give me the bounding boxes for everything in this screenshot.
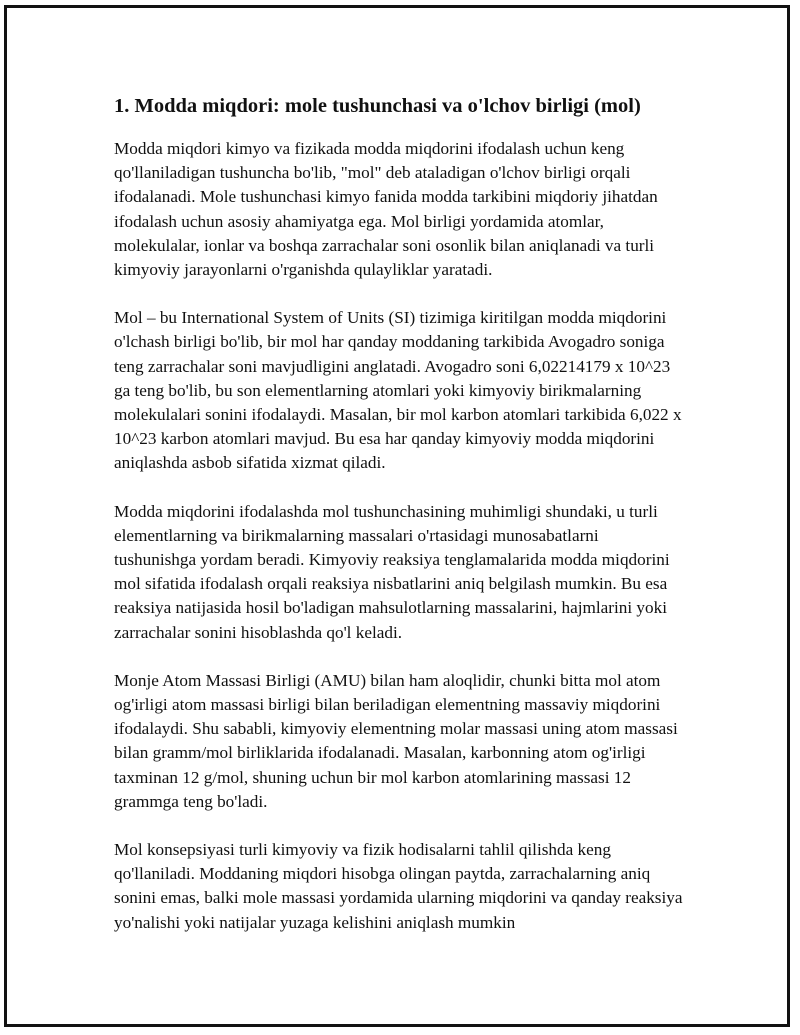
section-title: 1. Modda miqdori: mole tushunchasi va o'lchov birligi (mol) (114, 95, 641, 117)
paragraph-2: Mol – bu International System of Units (SI) tizimiga kiritilgan modda miqdorini o'lchash birligi bo'lib, bir mol har qanday moddaning tarkibida Avogadro soniga teng zarrachalar soni mavjudligini anglatadi. Avogadro soni 6,02214179 x 10^23 ga teng bo'lib, bu son elementlarning atomlari yoki kimyoviy birikmalarning molekulalari sonini ifodalaydi. Masalan, bir mol karbon atomlari tarkibida 6,022 x 10^23 karbon atomlari mavjud. Bu esa har qanday kimyoviy modda miqdorini aniqlashda asbob sifatida xizmat qiladi. (114, 308, 682, 473)
paragraph-1: Modda miqdori kimyo va fizikada modda miqdorini ifodalash uchun keng qo'llaniladigan tushuncha bo'lib, "mol" deb ataladigan o'lchov birligi orqali ifodalanadi. Mole tushunchasi kimyo fanida modda tarkibini miqdoriy jihatdan ifodalash uchun asosiy ahamiyatga ega. Mol birligi yordamida atomlar, molekulalar, ionlar va boshqa zarrachalar soni osonlik bilan aniqlanadi va turli kimyoviy jarayonlarni o'rganishda qulayliklar yaratadi. (114, 139, 658, 280)
paragraph-3: Modda miqdorini ifodalashda mol tushunchasining muhimligi shundaki, u turli elementlarning va birikmalarning massalari o'rtasidagi munosabatlarni tushunishga yordam beradi. Kimyoviy reaksiya tenglamalarida modda miqdorini mol sifatida ifodalash orqali reaksiya nisbatlarini aniq belgilash mumkin. Bu esa reaksiya natijasida hosil bo'ladigan mahsulotlarning massalarini, hajmlarini yoki zarrachalar sonini hisoblashda qo'l keladi. (114, 501, 670, 642)
paragraph-5: Mol konsepsiyasi turli kimyoviy va fizik hodisalarni tahlil qilishda keng qo'llaniladi. Moddaning miqdori hisobga olingan paytda, zarrachalarning aniq sonini emas, balki mole massasi yordamida ularning miqdorini va qanday reaksiya yo'nalishi yoki natijalar yuzaga kelishini aniqlash mumkin (114, 840, 683, 932)
paragraph-4: Monje Atom Massasi Birligi (AMU) bilan ham aloqlidir, chunki bitta mol atom og'irligi atom massasi birligi bilan beriladigan elementning massaviy miqdorini ifodalaydi. Shu sababli, kimyoviy elementning molar massasi uning atom massasi bilan gramm/mol birliklarida ifodalanadi. Masalan, karbonning atom og'irligi taxminan 12 g/mol, shuning uchun bir mol karbon atomlarining massasi 12 grammga teng bo'ladi. (114, 670, 678, 811)
document-body (114, 92, 684, 959)
